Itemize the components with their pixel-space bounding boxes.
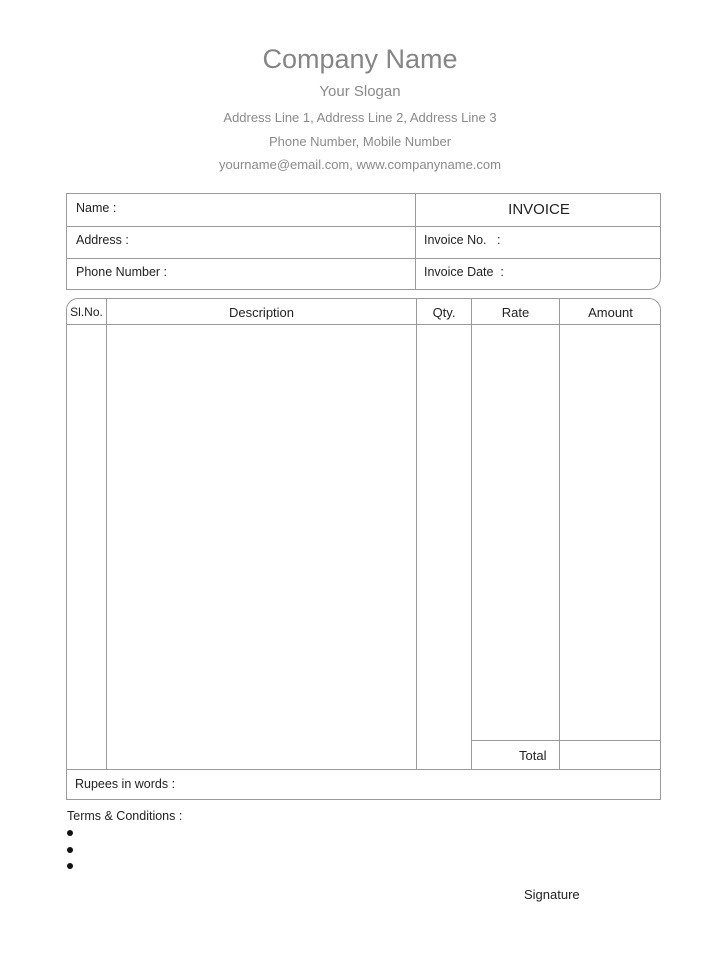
info-row-divider [67, 258, 661, 259]
company-name: Company Name [262, 44, 458, 74]
col-divider-rate [559, 299, 560, 769]
table-header-divider [67, 324, 661, 325]
invoice-title: INVOICE [508, 201, 570, 218]
address-label: Address : [76, 233, 129, 247]
phone-number-label: Phone Number : [76, 265, 168, 279]
info-row-divider [67, 226, 661, 227]
total-label: Total [519, 748, 547, 763]
company-email-web: yourname@email.com, www.companyname.com [219, 157, 501, 172]
info-divider-vertical [415, 194, 416, 290]
column-header-description: Description [228, 305, 295, 320]
terms-bullet [67, 863, 73, 869]
column-header-amount: Amount [588, 305, 633, 320]
terms-bullet [67, 830, 73, 836]
company-address: Address Line 1, Address Line 2, Address Line 3 [223, 110, 497, 125]
signature-label: Signature [524, 887, 580, 902]
col-divider-qty [471, 299, 472, 769]
col-divider-description [416, 299, 417, 769]
column-header-rate: Rate [501, 305, 530, 320]
total-row-divider [471, 740, 661, 741]
company-phone: Phone Number, Mobile Number [268, 134, 452, 149]
rupees-row-divider [67, 769, 661, 770]
rupees-in-words-label: Rupees in words : [75, 777, 176, 791]
col-divider-slno [106, 299, 107, 769]
terms-conditions-label: Terms & Conditions : [67, 809, 183, 823]
terms-bullet [67, 847, 73, 853]
name-label: Name : [76, 201, 117, 215]
items-table [66, 298, 661, 800]
invoice-date-label: Invoice Date : [424, 265, 504, 279]
company-slogan: Your Slogan [319, 83, 401, 100]
invoice-no-label: Invoice No. : [424, 233, 501, 247]
column-header-slno: Sl.No. [70, 305, 103, 319]
column-header-qty: Qty. [432, 305, 456, 320]
